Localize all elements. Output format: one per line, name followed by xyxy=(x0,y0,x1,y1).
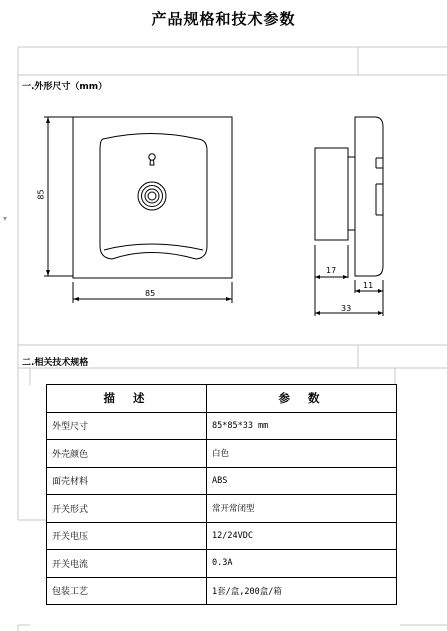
front-height-label: 85 xyxy=(36,189,46,200)
row-label: 包装工艺 xyxy=(47,577,207,605)
row-value: 12/24VDC xyxy=(207,522,397,550)
row-value: 常开常闭型 xyxy=(207,495,397,523)
table-header-row xyxy=(47,385,397,413)
side-plate-depth-label: 11 xyxy=(363,281,374,290)
row-value: 白色 xyxy=(207,440,397,468)
document-title: 产品规格和技术参数 xyxy=(151,10,296,28)
table-row xyxy=(47,495,397,523)
spec-table xyxy=(46,384,397,605)
table-row xyxy=(47,467,397,495)
row-label: 开关电压 xyxy=(47,522,207,550)
front-width-label: 85 xyxy=(145,289,156,298)
keyhole-icon xyxy=(149,154,155,160)
table-row xyxy=(47,440,397,468)
front-view-inner-line xyxy=(104,244,203,250)
header-parameter: 参数 xyxy=(207,385,397,413)
row-label: 开关电流 xyxy=(47,550,207,578)
side-view-body xyxy=(315,148,348,240)
header-description: 描述 xyxy=(47,385,207,413)
row-value: ABS xyxy=(207,467,397,495)
table-row xyxy=(47,522,397,550)
side-total-depth-label: 33 xyxy=(341,304,352,313)
row-value: 0.3A xyxy=(207,550,397,578)
row-label: 外型尺寸 xyxy=(47,412,207,440)
section-heading-specs: 二.相关技术规格 xyxy=(22,358,89,368)
side-view-plate xyxy=(355,117,383,276)
row-value: 1套/盒,200盒/箱 xyxy=(207,577,397,605)
side-body-depth-label: 17 xyxy=(326,266,337,275)
table-row xyxy=(47,577,397,605)
row-label: 面壳材料 xyxy=(47,467,207,495)
row-label: 开关形式 xyxy=(47,495,207,523)
table-row xyxy=(47,550,397,578)
table-row xyxy=(47,412,397,440)
front-view-switch-body xyxy=(100,134,207,260)
row-label: 外壳颜色 xyxy=(47,440,207,468)
section-heading-dimensions: 一.外形尺寸（mm） xyxy=(22,82,108,92)
row-value: 85*85*33 mm xyxy=(207,412,397,440)
key-switch-icon xyxy=(138,182,166,210)
front-view-outer-plate xyxy=(73,117,232,278)
